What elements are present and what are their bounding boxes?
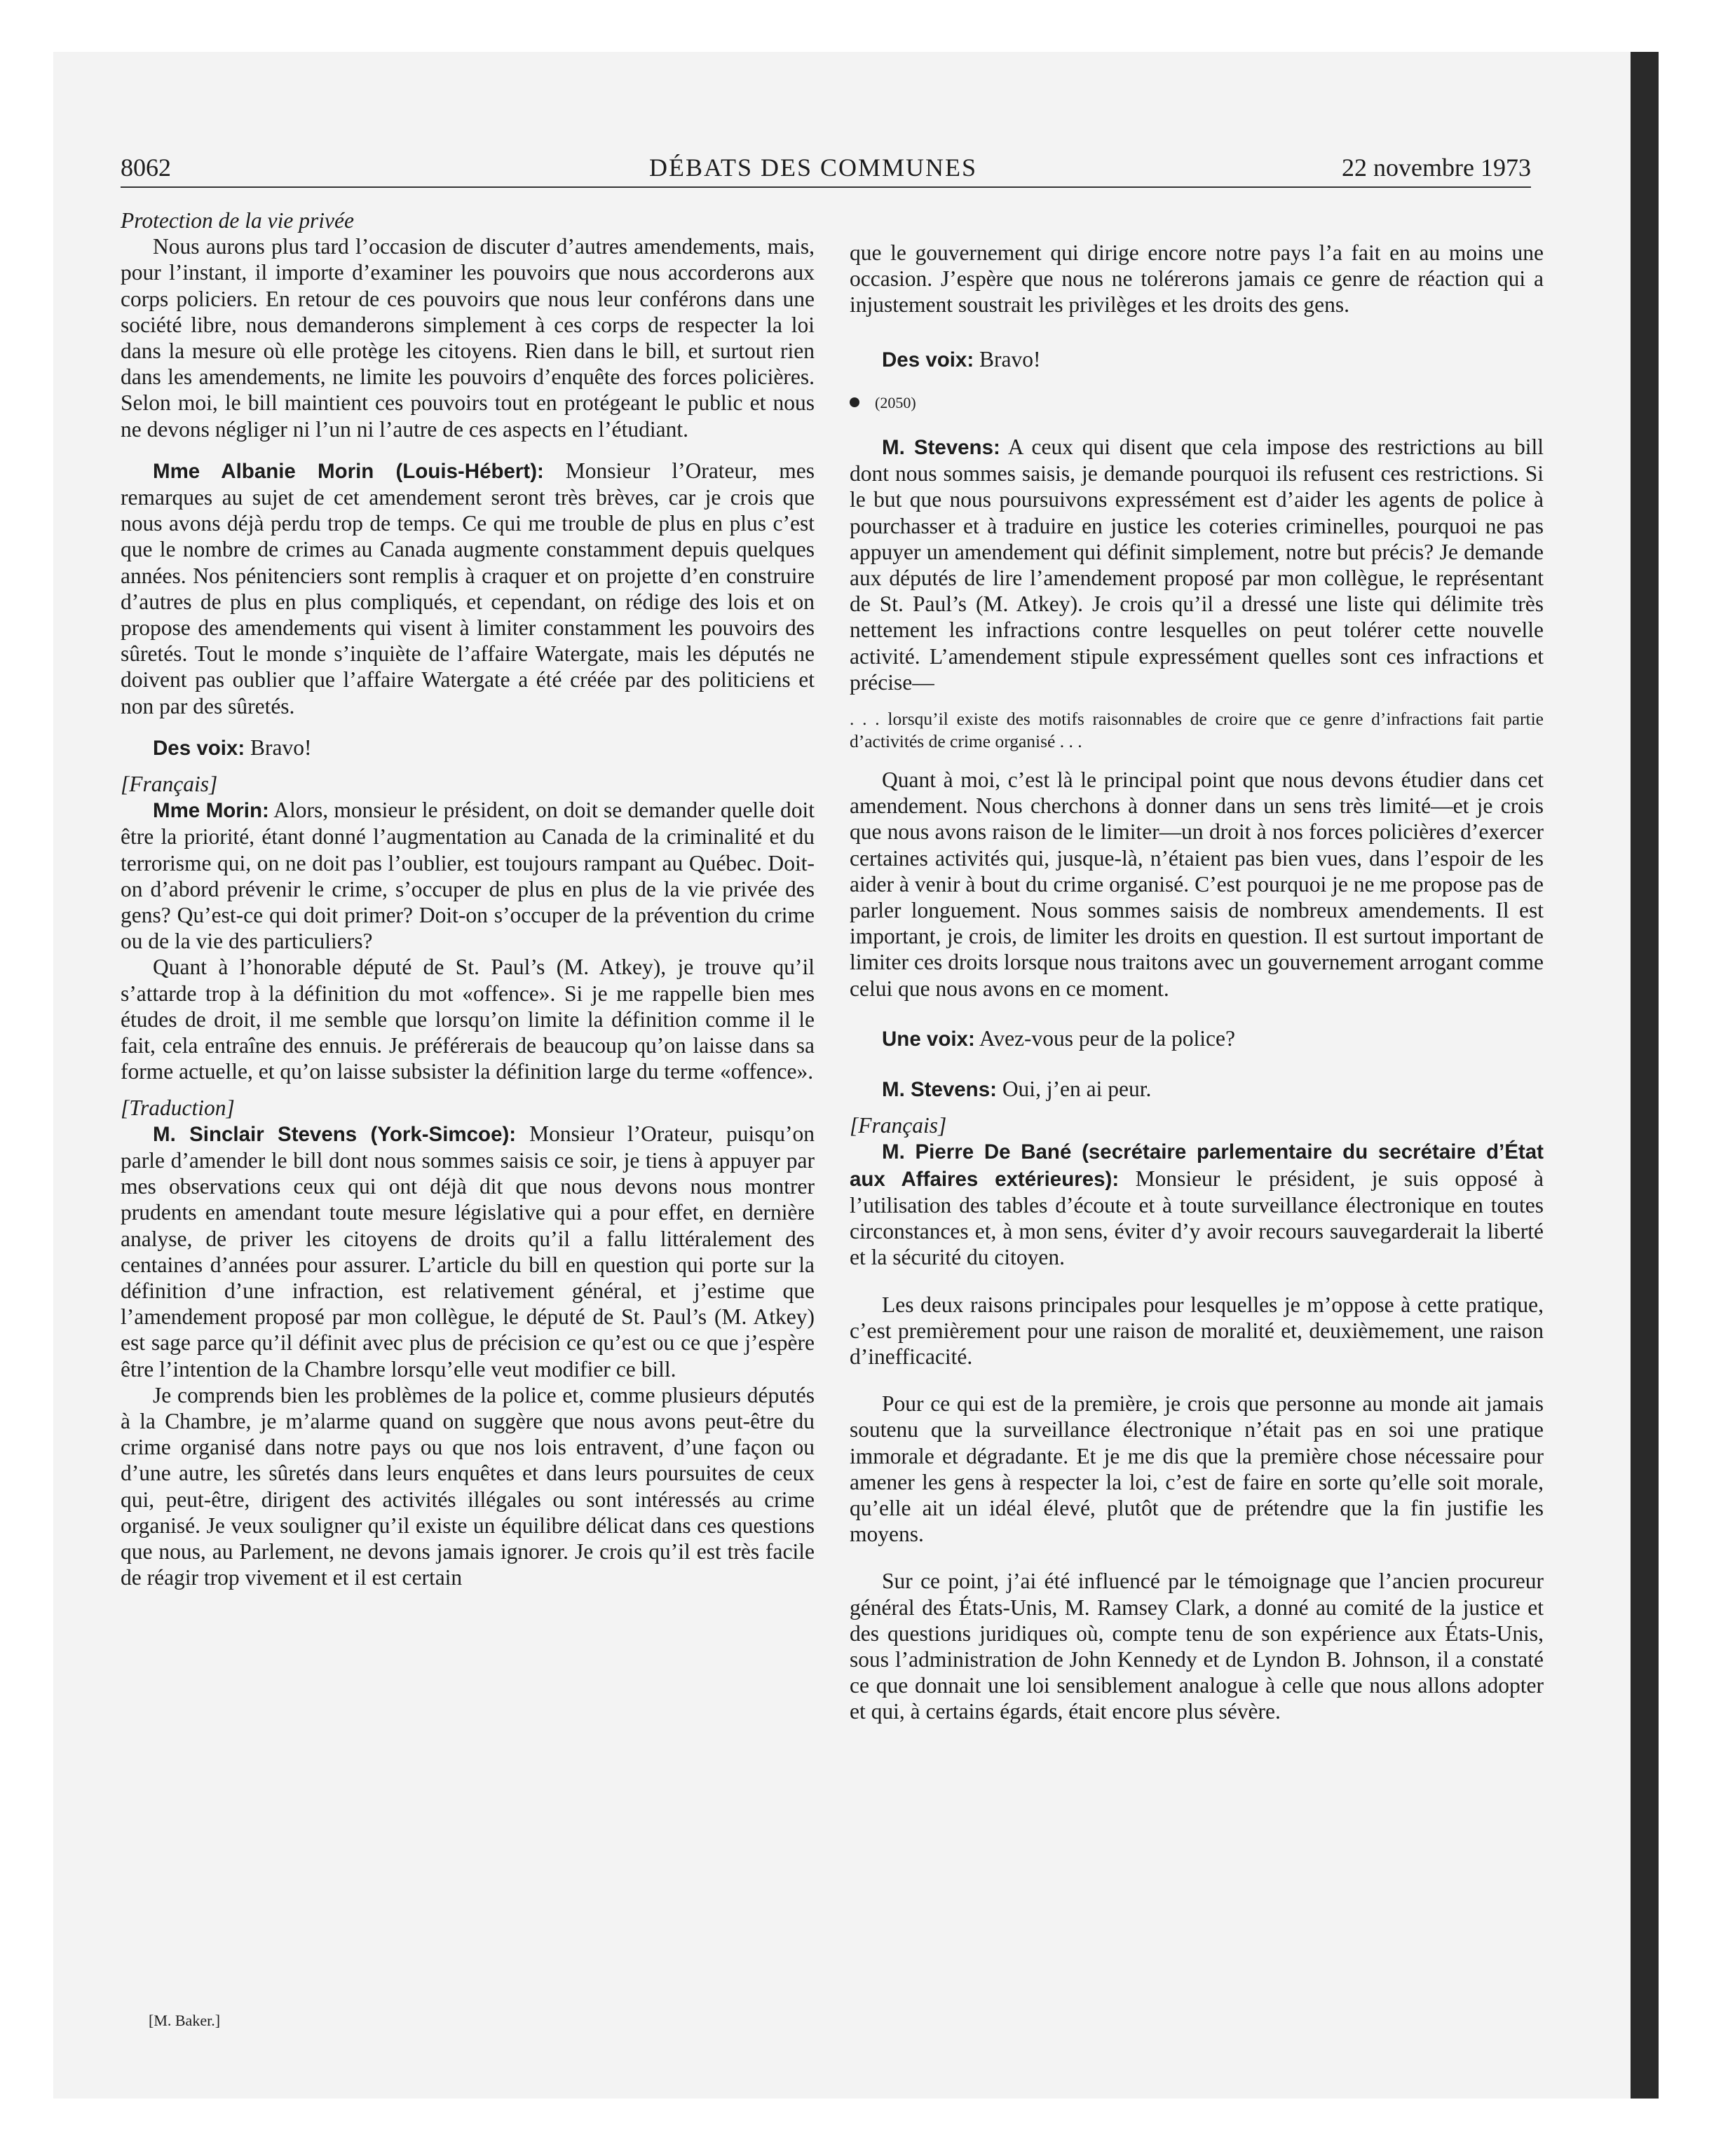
page-number: 8062 (121, 153, 171, 182)
paragraph: Quant à moi, c’est là le principal point que nous devons étudier dans cet amendement. Nous cherchons à donner dans un sens très limité—et je crois que nous avons raison de le limiter—un droit à nos forces policières d’exercer certaines activités qui, jusque-là, n’étaient pas bien vues, dans l’espoir de les aider à venir à bout du crime organisé. C’est pourquoi je ne me propose pas de parler longuement. Nous sommes saisis de nombreux amendements. Il est important, je crois, de limiter les droits en question. Il est surtout important de limiter ces droits lorsque nous traitons avec un gouvernement arrogant comme celui que nous avons en ce moment. (850, 767, 1544, 1001)
speaker-name: Mme Morin: (153, 799, 269, 823)
speech-text: A ceux qui disent que cela impose des restrictions au bill dont nous sommes saisis, je demande pourquoi ils refusent ces restrictions. Si le but que nous poursuivons expressément est d’aider les agents de police à pourchasser et à traduire en justice les coteries criminelles, pourquoi ne pas appuyer un amendement qui définit simplement, notre but précis? Je demande aux députés de lire l’amendement proposé par mon collègue, le représentant de St. Paul’s (M. Atkey). Je crois qu’il a dressé une liste qui délimite très nettement les infractions contre lesquelles on peut tolérer cette nouvelle activité. L’amendement stipule expressément quelles sont ces infractions et précise— (850, 435, 1544, 695)
time-stamp: (2050) (875, 393, 916, 411)
speaker-name: M. Sinclair Stevens (York-Simcoe): (153, 1122, 517, 1146)
header-rule (121, 186, 1531, 188)
language-marker: [Français] (850, 1113, 947, 1138)
section-subhead: Protection de la vie privée (121, 208, 354, 233)
language-marker: [Français] (121, 772, 218, 797)
speech-des-voix (121, 735, 815, 761)
speaker-name: M. Pierre De Bané (secrétaire parlementaire du secrétaire d’État aux Affaires extérieures): (850, 1140, 1544, 1191)
paragraph: que le gouvernement qui dirige encore notre pays l’a fait en au moins une occasion. J’espère que nous ne tolérerons jamais ce genre de réaction qui a injustement soustrait les privilèges et les droits des gens. (850, 240, 1544, 318)
speaker-name: Une voix: (882, 1027, 975, 1051)
language-marker: [Traduction] (121, 1095, 235, 1120)
speech-text: Alors, monsieur le président, on doit se demander quelle doit être la priorité, étant donné l’augmentation au Canada de la criminalité et du terrorisme qui, on ne doit pas l’oublier, est toujours rampant au Québec. Doit-on d’abord prévenir le crime, s’occuper de plus en plus de la vie privée des gens? Qu’est-ce qui doit primer? Doit-on s’occuper de la prévention du crime ou de la vie des particuliers? (121, 798, 815, 954)
speech-des-voix (850, 346, 1544, 373)
speech-text: Monsieur l’Orateur, mes remarques au sujet de cet amendement seront très brèves, car je crois que nous avons déjà perdu trop de temps. Ce qui me trouble de plus en plus c’est que le nombre de crimes au Canada augmente constamment depuis quelques années. Nos pénitenciers sont remplis à craquer et on projette d’en construire d’autres de plus en plus compliqués, et cependant, on rédige des lois et on propose des amendements qui visent à limiter constamment les pouvoirs des sûretés. Tout le monde s’inquiète de l’affaire Watergate, mais les députés ne doivent pas oublier que l’affaire Watergate a été créée par des politiciens et non par des sûretés. (121, 458, 815, 718)
speech-text: Monsieur le président, je suis opposé à l’utilisation des tables d’écoute et à toute surveillance électronique en toutes circonstances et, à mon sens, éviter d’y avoir recours sauvegarderait la liberté et la sécurité du citoyen. (850, 1166, 1544, 1270)
speech-text: Oui, j’en ai peur. (996, 1077, 1152, 1102)
paragraph: Pour ce qui est de la première, je crois que personne au monde ait jamais soutenu que la surveillance électronique n’était pas en soi une pratique immorale et dégradante. Et je me dis que la première chose nécessaire pour amener les gens à respecter la loi, c’est de faire en sorte qu’elle soit morale, qu’elle ait un idéal élevé, plutôt que de prétendre que la fin justifie les moyens. (850, 1391, 1544, 1547)
speaker-name: Des voix: (882, 348, 974, 371)
speech-stevens-2 (850, 1076, 1544, 1103)
speaker-name: M. Stevens: (882, 436, 1000, 460)
bullet-dot-icon (850, 397, 859, 407)
paragraph: Je comprends bien les problèmes de la police et, comme plusieurs députés à la Chambre, je m’alarme quand on suggère que nous avons peut-être du crime organisé dans notre pays ou que nos lois entravent, d’une façon ou d’une autre, les sûretés dans leurs enquêtes et dans leurs poursuites de ceux qui, peut-être, dirigent des activités illégales ou sont intéressés au crime organisé. Je veux souligner qu’il existe un équilibre délicat dans ces questions que nous, au Parlement, ne devons jamais ignorer. Je crois qu’il est très facile de réagir trop vivement et il est certain (121, 1382, 815, 1590)
speaker-name: M. Stevens: (882, 1078, 997, 1102)
footer-attribution: [M. Baker.] (149, 2012, 221, 2029)
speech-de-bane (850, 1138, 1544, 1270)
scan-edge-bar (1631, 52, 1659, 2099)
header-date: 22 novembre 1973 (1342, 153, 1531, 182)
speech-text: Bravo! (974, 346, 1041, 371)
speech-text: Bravo! (245, 735, 312, 760)
speech-text: Avez-vous peur de la police? (974, 1025, 1235, 1051)
paragraph: Quant à l’honorable député de St. Paul’s (M. Atkey), je trouve qu’il s’attarde trop à la définition du mot «offence». Si je me rappelle bien mes études de droit, il me semble que lorsqu’on limite la définition comme il le fait, cela entraîne des ennuis. Je préférerais de beaucoup qu’on laisse dans sa forme actuelle, et qu’on laisse subsister la définition large du terme «offence». (121, 955, 815, 1084)
speech-text: Monsieur l’Orateur, puisqu’on parle d’amender le bill dont nous sommes saisis ce soir, je tiens à appuyer par mes observations ceux qui ont déjà dit que nous devons nous montrer prudents en amendant toute mesure législative qui a pour effet, en dernière analyse, de priver les citoyens de droits qu’il a fallu littéralement des centaines d’années pour assurer. L’article du bill en question qui porte sur la définition d’une infraction, est relativement général, et j’estime que l’amendement proposé par mon collègue, le député de St. Paul’s (M. Atkey) est sage parce qu’il définit avec plus de précision ce qu’est ou ce que j’espère être l’intention de la Chambre lorsqu’elle veut modifier ce bill. (121, 1121, 815, 1381)
running-title: DÉBATS DES COMMUNES (649, 153, 978, 182)
speaker-name: Des voix: (153, 736, 245, 760)
time-marker (850, 390, 1544, 416)
speaker-name: Mme Albanie Morin (Louis-Hébert): (153, 459, 544, 483)
speech-morin-2 (121, 797, 815, 954)
paragraph: Nous aurons plus tard l’occasion de discuter d’autres amendements, mais, pour l’instant, il importe d’examiner les pouvoirs que nous accorderons aux corps policiers. En retour de ces pouvoirs que nous leur conférons dans une société libre, nous demanderons simplement à ces corps de respecter la loi dans la mesure où elle protège les citoyens. Rien dans le bill, et surtout rien dans les amendements, ne limite les pouvoirs d’enquête des forces policières. Selon moi, le bill maintient ces pouvoirs tout en protégeant le public et nous ne devons négliger ni l’un ni l’autre de ces aspects en l’étudiant. (121, 234, 815, 442)
right-column (850, 207, 1544, 1725)
speech-morin (121, 458, 815, 719)
block-quote: . . . lorsqu’il existe des motifs raisonnables de croire que ce genre d’infractions fait partie d’activités de crime organisé . . . (850, 709, 1544, 752)
left-column (121, 207, 815, 1590)
paragraph: Les deux raisons principales pour lesquelles je m’oppose à cette pratique, c’est premièrement pour une raison de moralité et, deuxièmement, une raison d’inefficacité. (850, 1292, 1544, 1369)
speech-stevens (850, 434, 1544, 695)
speech-stevens (121, 1121, 815, 1382)
speech-une-voix (850, 1025, 1544, 1052)
paragraph: Sur ce point, j’ai été influencé par le témoignage que l’ancien procureur général des États-Unis, M. Ramsey Clark, a donné au comité de la justice et des questions juridiques où, compte tenu de son expérience aux États-Unis, sous l’administration de John Kennedy et de Lyndon B. Johnson, il a constaté ce que donnait une loi sensiblement analogue à celle que nous allons adopter et qui, à certains égards, était encore plus sévère. (850, 1569, 1544, 1724)
